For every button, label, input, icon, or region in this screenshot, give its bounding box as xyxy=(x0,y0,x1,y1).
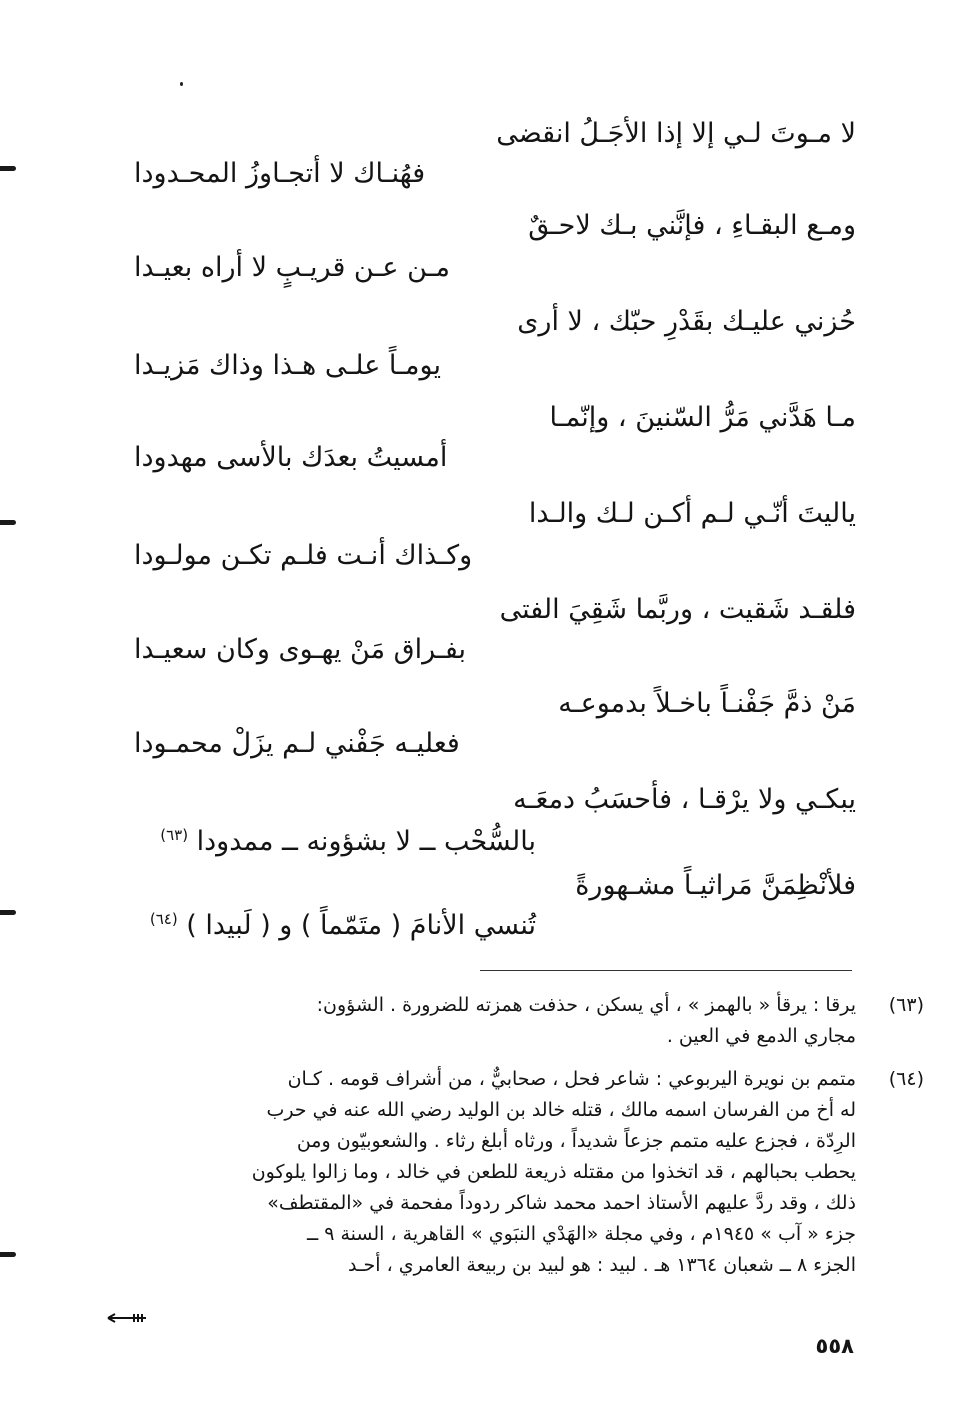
verse-line: حُزني عليـك بقَدْرِ حبّك ، لا أرى xyxy=(517,306,856,337)
footnote-63 xyxy=(100,990,924,1052)
binding-edge-mark xyxy=(0,910,16,915)
verse-line: مـا هَدَّني مَرُّ السّنينَ ، وإنّمـا xyxy=(549,402,856,433)
footnote-separator xyxy=(480,970,852,971)
verse-line: فعليـه جَفْني لـم يزَلْ محمـودا xyxy=(134,728,460,759)
verse-line: يومـاً علـى هـذا وذاك مَزيـدا xyxy=(134,350,441,381)
footnote-64 xyxy=(100,1064,924,1281)
verse-line: مـن عـن قريـبٍ لا أراه بعيـدا xyxy=(134,252,451,283)
binding-edge-mark xyxy=(0,1252,16,1257)
verse-line: يبكـي ولا يرْقـا ، فأحسَبُ دمعَـه xyxy=(513,784,856,815)
footnote-line: متمم بن نويرة اليربوعي : شاعر فحل ، صحابيٌّ ، من أشراف قومه . كـان xyxy=(287,1068,856,1090)
verse-line: فهُنـاك لا أتجـاوزُ المحـدودا xyxy=(134,158,426,189)
verse-line: أمسيتُ بعدَك بالأسى مهدودا xyxy=(134,442,448,473)
footnote-line: له أخ من الفرسان اسمه مالك ، قتله خالد بن الوليد رضي الله عنه في حرب xyxy=(266,1099,856,1121)
binding-edge-mark xyxy=(0,166,16,171)
verse-line: لا مـوتَ لـي إلا إذا الأجَـلُ انقضى xyxy=(496,118,856,149)
footnote-line: يرقا : يرقأ « بالهمز » ، أي يسكن ، حذفت همزته للضرورة . الشؤون: xyxy=(316,994,856,1016)
footnote-number: (٦٣) xyxy=(888,994,924,1016)
verse-line: بفـراق مَنْ يهـوى وكان سعيـدا xyxy=(134,634,467,665)
verse-line: ومـع البقـاءِ ، فإنَّني بـك لاحـقٌ xyxy=(528,210,856,241)
verse-line: فلأنْظِمَنَّ مَراثيـاً مشـهورةً xyxy=(575,870,856,901)
verse-line: وكـذاك أنـت فلـم تكـن مولـودا xyxy=(134,540,473,571)
verse-text: تُنسي الأنامَ ( متَمّماً ) و ( لَبيدا ) xyxy=(186,910,536,941)
verse-line: مَنْ ذمَّ جَفْنـاً باخـلاً بدموعـه xyxy=(558,688,856,719)
footnote-line: الجزء ٨ ــ شعبان ١٣٦٤ هـ . لبيد : هو لبيد بن ربيعة العامري ، أحـد xyxy=(348,1254,856,1276)
verse-line xyxy=(150,906,536,946)
footnote-line: الرِدّة ، فجزع عليه متمم جزعاً شديداً ، ورثاه أبلغ رثاء . والشعوبيّون ومن xyxy=(296,1130,856,1152)
verse-line: ياليتَ أنّـي لـم أكـن لـك والـدا xyxy=(528,498,856,529)
binding-edge-mark xyxy=(0,520,16,525)
verse-line xyxy=(160,822,536,862)
footnote-ref: (٦٣) xyxy=(160,826,189,844)
footnote-ref: (٦٤) xyxy=(149,910,178,928)
page-number: ٥٥٨ xyxy=(815,1334,854,1358)
footnote-line: جزء « آب » ١٩٤٥م ، وفي مجلة «الهَدْي النبَوي » القاهرية ، السنة ٩ ــ xyxy=(307,1223,856,1245)
continuation-arrow-icon xyxy=(106,1312,148,1324)
stray-dot-mark xyxy=(180,82,183,86)
footnote-line: مجاري الدمع في العين . xyxy=(666,1025,856,1047)
footnote-line: يحطب بحبالهم ، قد اتخذوا من مقتله ذريعة للطعن في خالد ، وما زالوا يلوكون xyxy=(251,1161,856,1183)
footnote-number: (٦٤) xyxy=(888,1068,924,1090)
verse-line: فلقـد شَقيت ، وربَّما شَقِيَ الفتى xyxy=(499,594,856,625)
footnote-line: ذلك ، وقد ردَّ عليهم الأستاذ احمد محمد شاكر ردوداً مفحمة في «المقتطف» xyxy=(267,1192,856,1214)
verse-text: بالسُّحْب ــ لا بشؤونه ــ ممدودا xyxy=(196,826,536,857)
